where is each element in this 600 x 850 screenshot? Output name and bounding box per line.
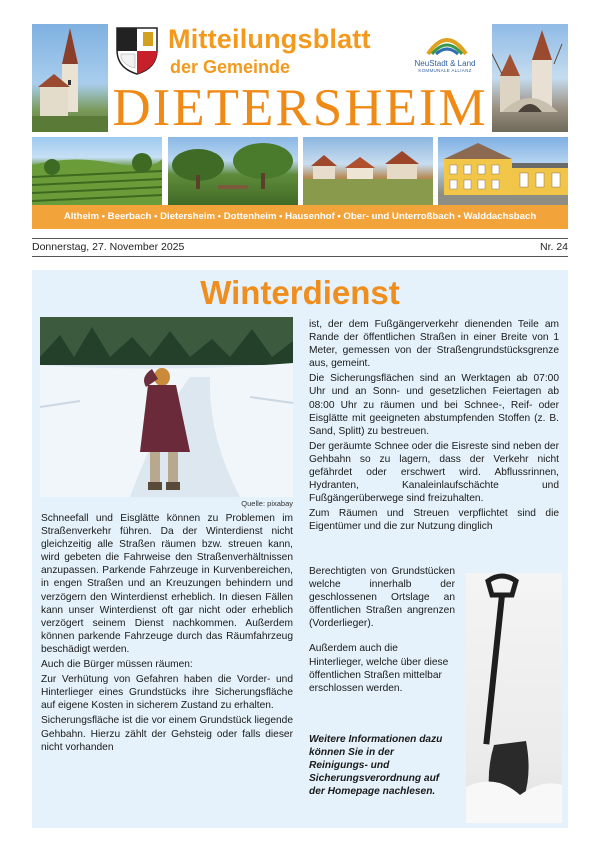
- coat-of-arms-icon: [113, 24, 161, 76]
- paragraph: ist, der dem Fußgängerverkehr dienenden Teile am Rande der öffentlichen Straßen in einer Breite von 1 Meter, gemessen von der Straßengrundstücksgrenze aus, gemeint.: [309, 319, 559, 370]
- issue-date: Donnerstag, 27. November 2025: [32, 241, 185, 253]
- masthead-title-line2: der Gemeinde: [170, 57, 291, 77]
- paragraph: Zum Räumen und Streuen verpflichtet sind die Eigentümer und die zur Nutzung dinglich: [309, 508, 559, 533]
- info-note: Weitere Informationen dazu können Sie in der Reinigungs- und Sicherungsverordnung auf der Homepage nachlesen.: [309, 734, 443, 798]
- partner-logo-subtitle: KOMMUNALE ALLIANZ: [418, 68, 472, 73]
- masthead-title-line1: Mitteilungsblatt: [168, 24, 371, 54]
- partner-logo-name: NeuStadt & Land: [414, 59, 476, 68]
- paragraph: Außerdem auch die Hinterlieger, welche über diese öffentlichen Straßen mittelbar erschlossen werden.: [309, 643, 449, 694]
- paragraph: Der geräumte Schnee oder die Eisreste sind neben der Gehbahn so zu lagern, dass der Verkehr nicht gefährdet oder erschwert wird. Abflussrinnen, Hydranten, Kanaleinlaufschächte und Fußgängerüberwege sind freizuhalten.: [309, 440, 559, 505]
- paragraph: Schneefall und Eisglätte können zu Problemen im Straßenverkehr führen. Da der Winterdienst nicht gleichzeitig alle Straßen räumen bzw. streuen kann, wird gebeten die Fahrweise den Straßenverhältnissen anzupassen. Parkende Fahrzeuge in Kurvenbereichen, in engen Straßen und an Kreuzungen behindern und verzögern den Winterdienst erheblich. In diesen Fällen kann unser Winterdienst oft gar nicht oder erheblich verzögert seinem Dienst nachkommen. Außerdem können parkende Fahrzeuge durch das Räumfahrzeug beschädigt werden.: [41, 513, 293, 655]
- divider: [32, 238, 568, 239]
- snow-shovel-photo: [466, 573, 562, 823]
- castle-gate-photo: [492, 24, 568, 132]
- article-column-left: [41, 512, 293, 756]
- winter-walk-photo: [40, 317, 293, 497]
- issue-number: Nr. 24: [539, 241, 568, 253]
- village-photo: [303, 137, 433, 205]
- divider: [32, 256, 568, 257]
- article-column-right: [309, 318, 559, 536]
- paragraph: Zur Verhütung von Gefahren haben die Vorder- und Hinterlieger eines Grundstücks ihre Sicherungsfläche auf eigene Kosten in sicherem Zustand zu erhalten.: [41, 674, 293, 712]
- paragraph: Sicherungsfläche ist die vor einem Grundstück liegende Gehbahn. Hierzu zählt der Gehsteig oder falls dieser nicht vorhanden: [41, 715, 293, 753]
- town-hall-photo: [438, 137, 568, 205]
- paragraph: Die Sicherungsflächen sind an Werktagen ab 07:00 Uhr und an Sonn- und gesetzlichen Feiertagen ab 08:00 Uhr zu räumen und bei Schnee-, Reif- oder Eisglätte mit geeigneten abstumpfenden Stoffen (z. B. Sand, Splitt) zu bestreuen.: [309, 373, 559, 437]
- park-photo: [168, 137, 298, 205]
- vineyard-photo: [32, 137, 162, 205]
- municipality-name: DIETERSHEIM: [112, 79, 488, 137]
- article-headline: Winterdienst: [200, 274, 400, 311]
- article-column-right-narrow: [309, 565, 455, 697]
- paragraph: Auch die Bürger müssen räumen:: [41, 659, 193, 671]
- church-photo: [32, 24, 108, 132]
- paragraph: Berechtigten von Grundstücken welche innerhalb der geschlossenen Ortslage an öffentlichen Straßen angrenzen (Vorderlieger).: [309, 566, 455, 630]
- villages-list: Altheim • Beerbach • Dietersheim • Dottenheim • Hausenhof • Ober- und Unterroßbach • Walddachsbach: [63, 211, 537, 222]
- photo-credit: Quelle: pixabay: [241, 499, 293, 508]
